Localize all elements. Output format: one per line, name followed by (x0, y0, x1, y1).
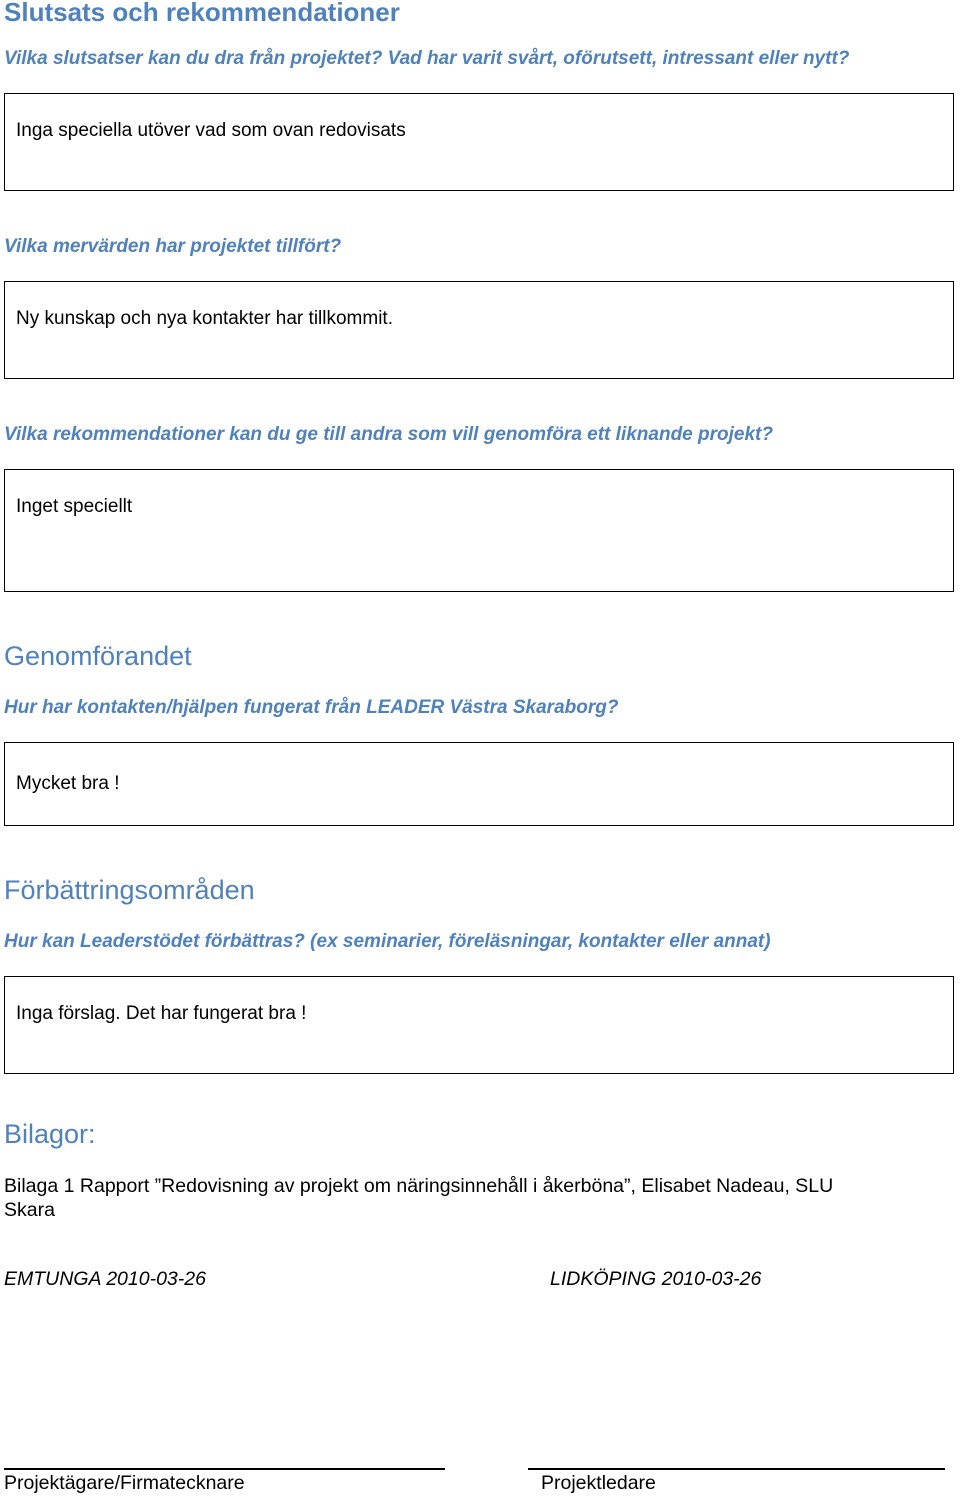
answer-box-rekommendationer (4, 469, 954, 592)
answer-box-kontakten (4, 742, 954, 826)
answer-text: Inget speciellt (16, 496, 133, 517)
answer-text: Inga speciella utöver vad som ovan redovisats (16, 120, 406, 141)
section-heading-bilagor: Bilagor: (4, 1119, 96, 1149)
question-rekommendationer: Vilka rekommendationer kan du ge till andra som vill genomföra ett liknande projekt? (4, 424, 773, 445)
signature-date-left: EMTUNGA 2010-03-26 (4, 1268, 206, 1290)
bilaga-line-2: Skara (4, 1199, 55, 1221)
answer-text: Mycket bra ! (16, 773, 120, 794)
section-heading-genomforandet: Genomförandet (4, 641, 192, 671)
answer-text: Inga förslag. Det har fungerat bra ! (16, 1003, 307, 1024)
answer-text: Ny kunskap och nya kontakter har tillkommit. (16, 308, 393, 329)
signature-line-right (528, 1468, 945, 1470)
signature-label-left: Projektägare/Firmatecknare (4, 1472, 245, 1494)
answer-box-mervarden (4, 281, 954, 379)
section-heading-forbattring: Förbättringsområden (4, 875, 255, 905)
signature-line-left (4, 1468, 445, 1470)
answer-box-leaderstodet (4, 976, 954, 1074)
bilaga-line-1: Bilaga 1 Rapport ”Redovisning av projekt om näringsinnehåll i åkerböna”, Elisabet Nadeau, SLU (4, 1175, 834, 1197)
question-kontakten: Hur har kontakten/hjälpen fungerat från LEADER Västra Skaraborg? (4, 697, 619, 718)
question-leaderstodet: Hur kan Leaderstödet förbättras? (ex seminarier, föreläsningar, kontakter eller annat) (4, 931, 771, 952)
signature-date-right: LIDKÖPING 2010-03-26 (550, 1268, 762, 1290)
signature-label-right: Projektledare (541, 1472, 656, 1494)
question-slutsatser: Vilka slutsatser kan du dra från projektet? Vad har varit svårt, oförutsett, intressant eller nytt? (4, 48, 850, 69)
question-mervarden: Vilka mervärden har projektet tillfört? (4, 236, 342, 257)
section-heading-slutsats: Slutsats och rekommendationer (4, 0, 400, 27)
answer-box-slutsatser (4, 93, 954, 191)
